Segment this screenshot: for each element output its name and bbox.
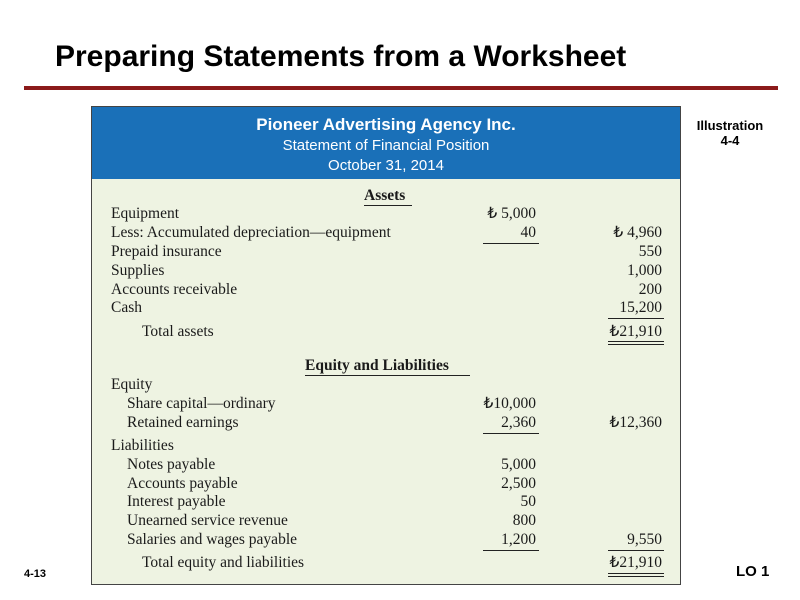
title-divider (24, 86, 778, 90)
statement-date: October 31, 2014 (328, 157, 444, 174)
cash-underline (608, 318, 664, 319)
equipment-amount: ₺ 5,000 (487, 205, 536, 222)
total-equity-liabilities-label: Total equity and liabilities (142, 554, 305, 571)
supplies-label: Supplies (111, 262, 165, 279)
notes-payable-label: Notes payable (127, 456, 216, 473)
liabilities-label: Liabilities (111, 437, 174, 454)
retained-earnings-label: Retained earnings (127, 414, 239, 431)
illustration-label (690, 118, 770, 148)
retained-earnings-underline (483, 433, 539, 434)
total-assets-double-underline (608, 341, 664, 345)
equipment-label: Equipment (111, 205, 180, 222)
total-equity-amount: ₺12,360 (609, 414, 662, 431)
accum-dep-label: Less: Accumulated depreciation—equipment (111, 224, 391, 241)
receivable-label: Accounts receivable (111, 281, 238, 298)
illustration-caption: Illustration (696, 118, 764, 133)
slide-title: Preparing Statements from a Worksheet (55, 40, 627, 73)
unearned-revenue-label: Unearned service revenue (127, 512, 288, 529)
salaries-payable-amount: 1,200 (501, 531, 536, 548)
retained-earnings-amount: 2,360 (501, 414, 536, 431)
total-assets-amount: ₺21,910 (609, 323, 662, 340)
illustration-number: 4-4 (720, 133, 740, 148)
equity-liabilities-heading: Equity and Liabilities (305, 357, 449, 374)
accounts-payable-amount: 2,500 (501, 475, 536, 492)
receivable-amount: 200 (638, 281, 662, 298)
cash-label: Cash (111, 299, 142, 316)
prepaid-amount: 550 (638, 243, 662, 260)
company-name: Pioneer Advertising Agency Inc. (256, 115, 516, 134)
interest-payable-amount: 50 (520, 493, 536, 510)
interest-payable-label: Interest payable (127, 493, 226, 510)
statement-header (92, 107, 680, 179)
equipment-net-amount: ₺ 4,960 (613, 224, 662, 241)
statement-name: Statement of Financial Position (282, 137, 490, 154)
total-liabilities-underline (608, 550, 664, 551)
salaries-payable-label: Salaries and wages payable (127, 531, 298, 548)
supplies-amount: 1,000 (627, 262, 662, 279)
equity-label: Equity (111, 376, 153, 393)
total-equity-liabilities-amount: ₺21,910 (609, 554, 662, 571)
unearned-revenue-amount: 800 (512, 512, 536, 529)
total-liabilities-amount: 9,550 (627, 531, 662, 548)
equity-liabilities-heading-underline (305, 375, 470, 376)
cash-amount: 15,200 (619, 299, 662, 316)
page-number: 4-13 (24, 568, 47, 580)
notes-payable-amount: 5,000 (501, 456, 536, 473)
salaries-payable-underline (483, 550, 539, 551)
share-capital-label: Share capital—ordinary (127, 395, 276, 412)
assets-heading-underline (364, 205, 412, 206)
total-assets-label: Total assets (142, 323, 214, 340)
accounts-payable-label: Accounts payable (127, 475, 238, 492)
assets-heading: Assets (364, 187, 406, 204)
accum-dep-amount: 40 (520, 224, 536, 241)
share-capital-amount: ₺10,000 (483, 395, 536, 412)
total-equity-liabilities-double-underline (608, 573, 664, 577)
accum-dep-underline (483, 243, 539, 244)
prepaid-label: Prepaid insurance (111, 243, 222, 260)
financial-statement (91, 106, 681, 585)
learning-objective-label: LO 1 (736, 563, 770, 580)
